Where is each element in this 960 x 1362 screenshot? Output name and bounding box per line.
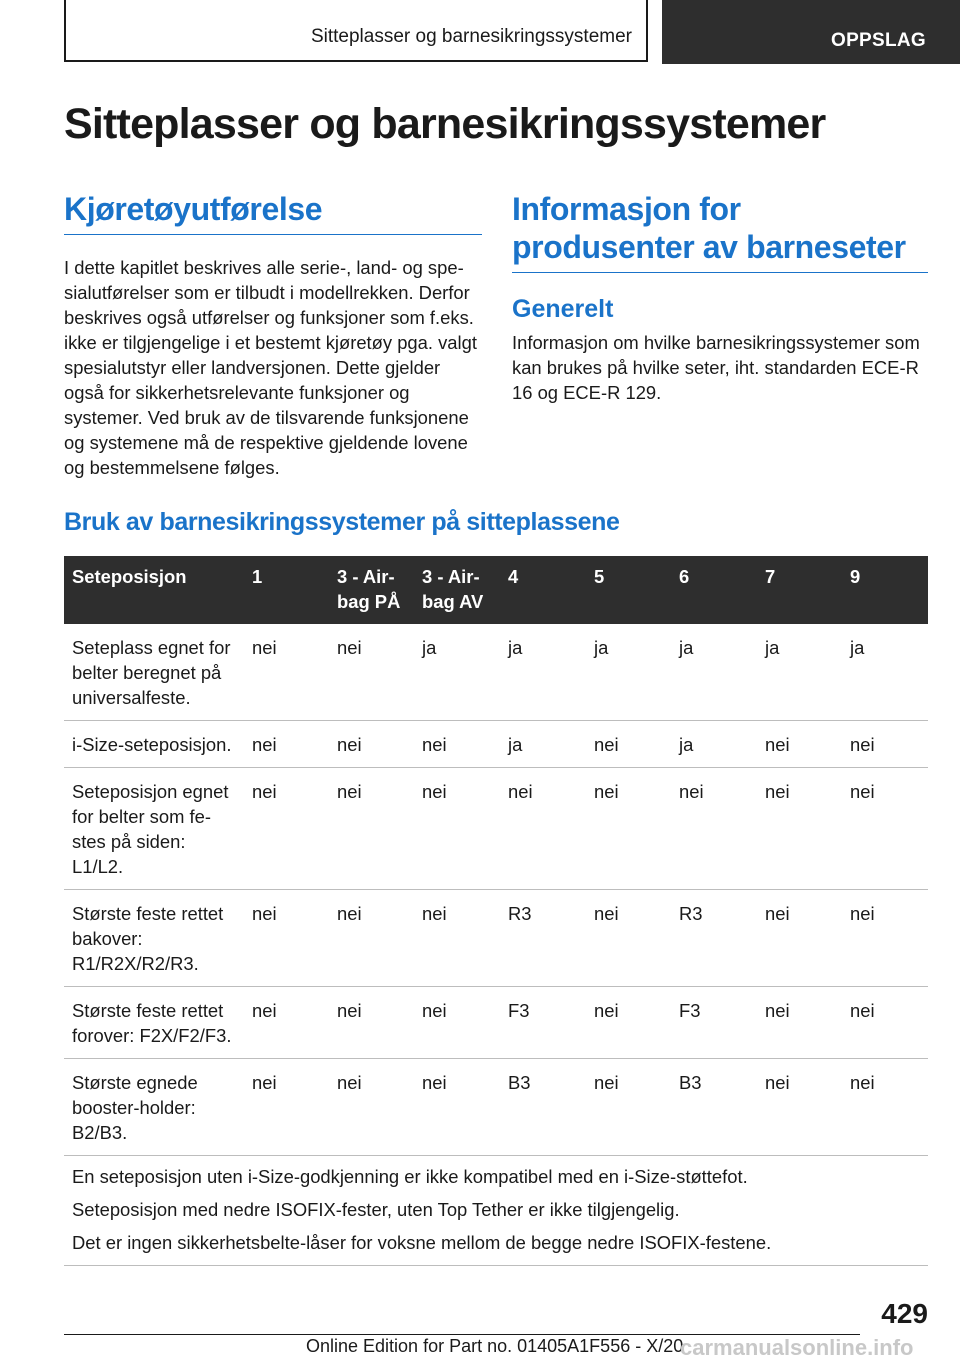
- table-cell: nei: [757, 1059, 842, 1156]
- table-cell: nei: [842, 1059, 928, 1156]
- table-note: En seteposisjon uten i-Size-godkjenning er ikke kompatibel med en i-Size-støttefot.: [72, 1166, 748, 1187]
- table-row: [64, 987, 928, 1059]
- table-cell: nei: [329, 890, 414, 987]
- table-cell: nei: [329, 721, 414, 768]
- row-label-cell: i-Size-seteposisjon.: [64, 721, 244, 768]
- column-header: 9: [842, 556, 928, 624]
- table-row: [64, 1059, 928, 1156]
- footer-edition: Online Edition for Part no. 01405A1F556 - X/20: [306, 1336, 684, 1356]
- column-header: 7: [757, 556, 842, 624]
- table-cell: nei: [244, 987, 329, 1059]
- table-section-heading: Bruk av barnesikringssystemer på sitteplassene: [64, 508, 620, 536]
- column-header: 1: [244, 556, 329, 624]
- table-cell: nei: [329, 1059, 414, 1156]
- table-header-row: [64, 556, 928, 624]
- column-header: 6: [671, 556, 757, 624]
- row-label-cell: Seteplass egnet for belter beregnet på universalfeste.: [64, 624, 244, 721]
- general-text: Informasjon om hvilke barnesikringssystemer som kan brukes på hvilke seter, iht. standarden ECE-R 16 og ECE-R 129.: [512, 332, 920, 403]
- column-header: 5: [586, 556, 671, 624]
- table-cell: nei: [329, 987, 414, 1059]
- table-cell: nei: [414, 987, 500, 1059]
- table-cell: nei: [244, 1059, 329, 1156]
- manufacturer-info-heading: Informasjon for produsenter av barneseter: [512, 190, 928, 273]
- table-cell: nei: [500, 768, 586, 890]
- table-cell: nei: [244, 624, 329, 721]
- header-section-box: [64, 0, 648, 62]
- table-row: [64, 721, 928, 768]
- table-cell: ja: [842, 624, 928, 721]
- table-cell: nei: [244, 721, 329, 768]
- row-label-cell: Største feste rettet bakover: R1/R2X/R2/R3.: [64, 890, 244, 987]
- column-header: 3 - Airbag PÅ: [329, 556, 414, 624]
- table-cell: nei: [586, 721, 671, 768]
- header-chapter-label: OPPSLAG: [830, 30, 926, 51]
- table-cell: ja: [414, 624, 500, 721]
- page-title: Sitteplasser og barnesikringssystemer: [64, 100, 826, 148]
- table-cell: nei: [329, 624, 414, 721]
- table-cell: ja: [586, 624, 671, 721]
- table-cell: nei: [842, 721, 928, 768]
- table-cell: R3: [500, 890, 586, 987]
- table-cell: nei: [757, 721, 842, 768]
- table-row: [64, 890, 928, 987]
- column-header: 4: [500, 556, 586, 624]
- table-cell: nei: [414, 768, 500, 890]
- table-cell: R3: [671, 890, 757, 987]
- table-cell: ja: [671, 721, 757, 768]
- table-cell: F3: [500, 987, 586, 1059]
- table-cell: B3: [671, 1059, 757, 1156]
- table-cell: B3: [500, 1059, 586, 1156]
- table-cell: nei: [414, 721, 500, 768]
- vehicle-version-heading: Kjøretøyutførelse: [64, 190, 482, 235]
- page-number: 429: [881, 1298, 928, 1329]
- left-column: [64, 190, 482, 480]
- table-cell: nei: [586, 987, 671, 1059]
- table-cell: nei: [842, 890, 928, 987]
- table-cell: nei: [842, 768, 928, 890]
- table-cell: nei: [586, 768, 671, 890]
- table-notes-cell: [64, 1156, 928, 1266]
- table-cell: nei: [414, 1059, 500, 1156]
- table-cell: nei: [757, 890, 842, 987]
- table-cell: ja: [500, 721, 586, 768]
- watermark-logo: carmanualsonline.info: [680, 1335, 914, 1360]
- column-header: Seteposisjon: [64, 556, 244, 624]
- header-section-title: Sitteplasser og barnesikringssystemer: [310, 26, 632, 47]
- table-cell: nei: [244, 890, 329, 987]
- table-cell: nei: [842, 987, 928, 1059]
- row-label-cell: Seteposisjon egnet for belter som festes på siden: L1/L2.: [64, 768, 244, 890]
- table-cell: nei: [757, 768, 842, 890]
- table-notes-row: [64, 1156, 928, 1266]
- vehicle-version-text: I dette kapitlet beskrives alle serie-, land- og spesialutførelser som er tilbudt i modellrekken. Derfor beskrives også utførelser og funksjoner som f.eks. ikke er tilgjengelige i et bestemt kjøretøy pga. valgt spesialutstyr eller landversjonen. Dette gjelder også for sikkerhetsrelevante funksjoner og systemer. Ved bruk av de tilsvarende funksjonene og systemene må de respektive gjeldende lovene og bestemmelsene følges.: [64, 257, 477, 478]
- seat-position-table: [64, 556, 928, 1266]
- table-cell: ja: [500, 624, 586, 721]
- table-cell: nei: [329, 768, 414, 890]
- table-cell: ja: [671, 624, 757, 721]
- column-header: 3 - Airbag AV: [414, 556, 500, 624]
- table-row: [64, 624, 928, 721]
- row-label-cell: Største egnede booster-holder: B2/B3.: [64, 1059, 244, 1156]
- table-row: [64, 768, 928, 890]
- table-note: Seteposisjon med nedre ISOFIX-fester, uten Top Tether er ikke tilgjengelig.: [72, 1199, 680, 1220]
- table-cell: nei: [586, 1059, 671, 1156]
- table-cell: nei: [244, 768, 329, 890]
- table-cell: nei: [671, 768, 757, 890]
- header-chapter-tab[interactable]: [662, 0, 960, 64]
- table-note: Det er ingen sikkerhetsbelte-låser for voksne mellom de begge nedre ISOFIX-festene.: [72, 1232, 772, 1253]
- table-cell: nei: [586, 890, 671, 987]
- table-cell: nei: [757, 987, 842, 1059]
- table-cell: nei: [414, 890, 500, 987]
- row-label-cell: Største feste rettet forover: F2X/F2/F3.: [64, 987, 244, 1059]
- right-column: [512, 190, 928, 405]
- general-subheading: Generelt: [512, 295, 614, 323]
- table-cell: F3: [671, 987, 757, 1059]
- table-cell: ja: [757, 624, 842, 721]
